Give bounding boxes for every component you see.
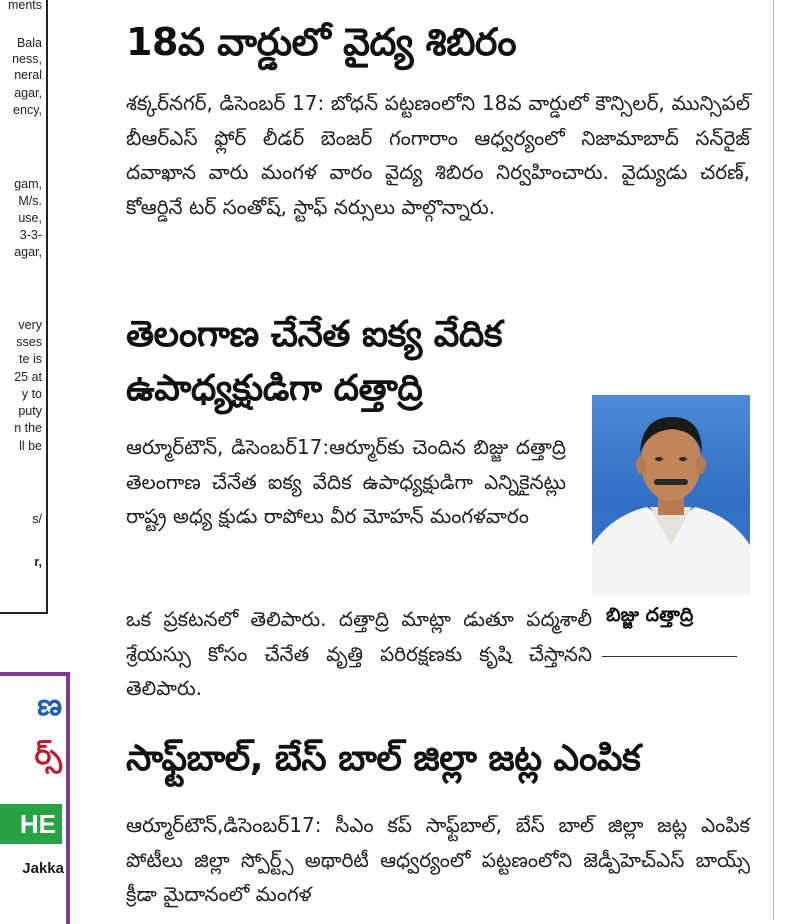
ad-title-line: ణ: [37, 688, 62, 723]
notice-fragment: ness,: [12, 52, 42, 66]
notice-fragment: 25 at: [14, 370, 42, 384]
notice-fragment: te is: [19, 352, 42, 366]
article-1-body: శక్కర్‌నగర్, డిసెంబర్ 17: బోధన్ పట్టణంలోని 18వ వార్డులో కౌన్సిలర్, మున్సిపల్ బీఆర్ఎస్ ఫ్లోర్ లీడర్ బెంజర్ గంగారాం ఆధ్వర్యంలో నిజామాబాద్ సన్‌రైజ్ దవాఖాన వారు మంగళ వారం వైద్య శిబిరం నిర్వహించారు. వైద్యుడు చరణ్, కోఆర్డినే టర్ సంతోష్, స్టాఫ్ నర్సులు పాల్గొన్నారు.: [126, 91, 750, 219]
ad-subtitle-line: ర్స్: [34, 738, 62, 771]
article-2-body-part1: ఆర్మూర్‌టౌన్, డిసెంబర్17:ఆర్మూర్‌కు చెందిన బిజ్జు దత్తాద్రి తెలంగాణ చేనేత ఐక్య వేదిక ఉపాధ్యక్షుడిగా ఎన్నికైనట్లు రాష్ట్ర అధ్య క్షుడు రాపోలు వీర మోహన్ మంగళవారం: [126, 435, 566, 528]
notice-fragment: M/s.: [18, 194, 42, 208]
notice-fragment: puty: [18, 404, 42, 418]
caption-underline: [602, 656, 737, 657]
notice-fragment: Bala: [16, 36, 42, 50]
article-2-headline-line1: తెలంగాణ చేనేత ఐక్య వేదిక: [126, 314, 503, 355]
article-3-headline: సాఫ్ట్‌బాల్, బేస్ బాల్ జిల్లా జట్ల ఎంపిక: [126, 738, 641, 779]
person-portrait-icon: [592, 395, 750, 595]
article-2-headline-line2: ఉపాధ్యక్షుడిగా దత్తాద్రి: [126, 368, 423, 409]
ad-name: Jakka: [22, 860, 64, 877]
notice-fragment: r,: [34, 555, 42, 569]
notice-fragment: gam,: [14, 177, 42, 191]
notice-fragment: use,: [18, 211, 42, 225]
column-divider: [773, 0, 774, 920]
notice-fragment: 3-3-: [19, 228, 42, 242]
ad-green-banner: [0, 804, 62, 844]
ad-green-text: HE: [19, 808, 56, 839]
notice-fragment: neral: [14, 68, 42, 82]
advertisement: [0, 672, 70, 924]
left-notice-column: [0, 0, 48, 614]
notice-fragment: sses: [16, 335, 42, 349]
notice-fragment: agar,: [14, 86, 42, 100]
notice-fragment: ll be: [19, 439, 42, 453]
notice-fragment: n the: [14, 421, 42, 435]
article-3-body: ఆర్మూర్‌టౌన్,డిసెంబర్17: సీఎం కప్ సాఫ్ట్‌బాల్, బేస్ బాల్ జిల్లా జట్ల ఎంపిక పోటీలు జిల్లా స్పోర్ట్స్ అథారిటీ ఆధ్వర్యంలో పట్టణంలోని జెడ్పీహెచ్ఎస్ బాయ్స్ క్రీడా మైదానంలో మంగళ: [126, 813, 750, 906]
notice-fragment: agar,: [14, 245, 42, 259]
notice-fragment: s/: [32, 512, 42, 526]
notice-fragment: ency,: [13, 103, 42, 117]
notice-fragment: very: [18, 318, 42, 332]
photo-caption: బిజ్జు దత్తాద్రి: [606, 604, 694, 626]
article-2-body-part2: ఒక ప్రకటనలో తెలిపారు. దత్తాద్రి మాట్లా డుతూ పద్మశాలీ శ్రేయస్సు కోసం చేనేత వృత్తి పరిరక్షణకు కృషి చేస్తానని తెలిపారు.: [126, 607, 592, 700]
notice-fragment: ments: [7, 0, 42, 12]
article-1-headline: 18వ వార్డులో వైద్య శిబిరం: [126, 20, 517, 64]
notice-fragment: y to: [21, 387, 42, 401]
person-photo: [592, 395, 750, 595]
